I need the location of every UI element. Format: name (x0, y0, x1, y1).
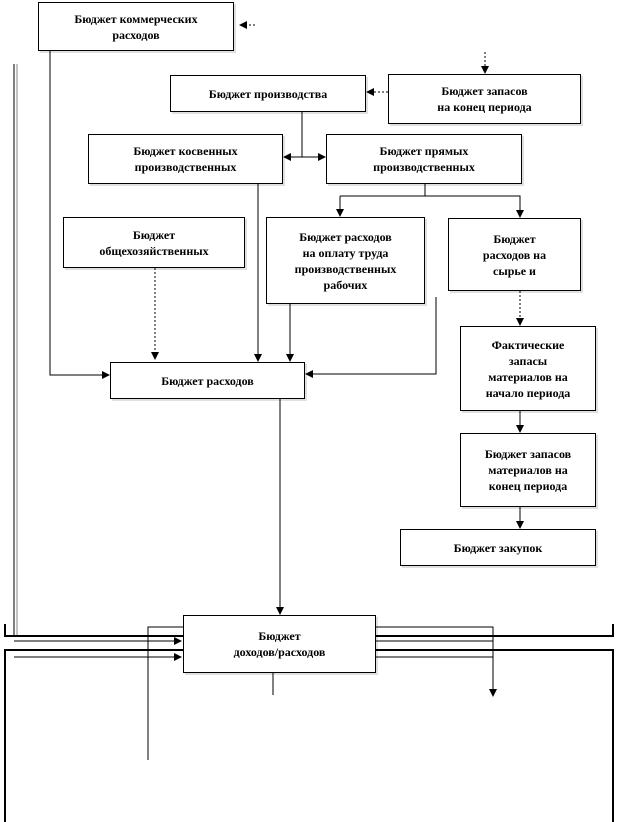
general-business-budget-box (63, 217, 245, 268)
production-budget-label: Бюджет производства (208, 86, 328, 101)
expenses-budget-label: Бюджет расходов (161, 373, 254, 388)
general-business-budget-label: Бюджет общехозяйственных (99, 227, 209, 258)
indirect-production-budget-box (88, 134, 283, 184)
actual-materials-beginning-label: Фактические запасы материалов на начало периода (485, 337, 571, 400)
direct-production-budget-label: Бюджет прямых производственных (373, 144, 475, 174)
materials-ending-budget-label: Бюджет запасов материалов на конец периода (484, 447, 572, 493)
ending-inventory-budget-box (388, 74, 581, 124)
direct-labor-budget-label: Бюджет расходов на оплату труда производственных рабочих (294, 229, 397, 292)
direct-production-budget-box (326, 134, 522, 184)
purchases-budget-label: Бюджет закупок (453, 540, 543, 555)
commercial-expenses-budget-box (38, 2, 234, 51)
purchases-budget-box (400, 529, 596, 566)
raw-materials-budget-box (448, 218, 581, 291)
actual-materials-beginning-box (460, 326, 596, 411)
income-expense-budget-label: Бюджет доходов/расходов (233, 629, 326, 659)
ending-inventory-budget-label: Бюджет запасов на конец периода (437, 84, 532, 114)
commercial-expenses-budget-label: Бюджет коммерческих расходов (74, 11, 198, 42)
production-budget-box (170, 75, 366, 112)
indirect-production-budget-label: Бюджет косвенных производственных (133, 144, 238, 174)
income-expense-budget-box (183, 615, 376, 673)
raw-materials-budget-label: Бюджет расходов на сырье и (482, 231, 547, 278)
direct-labor-budget-box (266, 217, 425, 304)
materials-ending-budget-box (460, 433, 596, 507)
expenses-budget-box (110, 362, 305, 399)
